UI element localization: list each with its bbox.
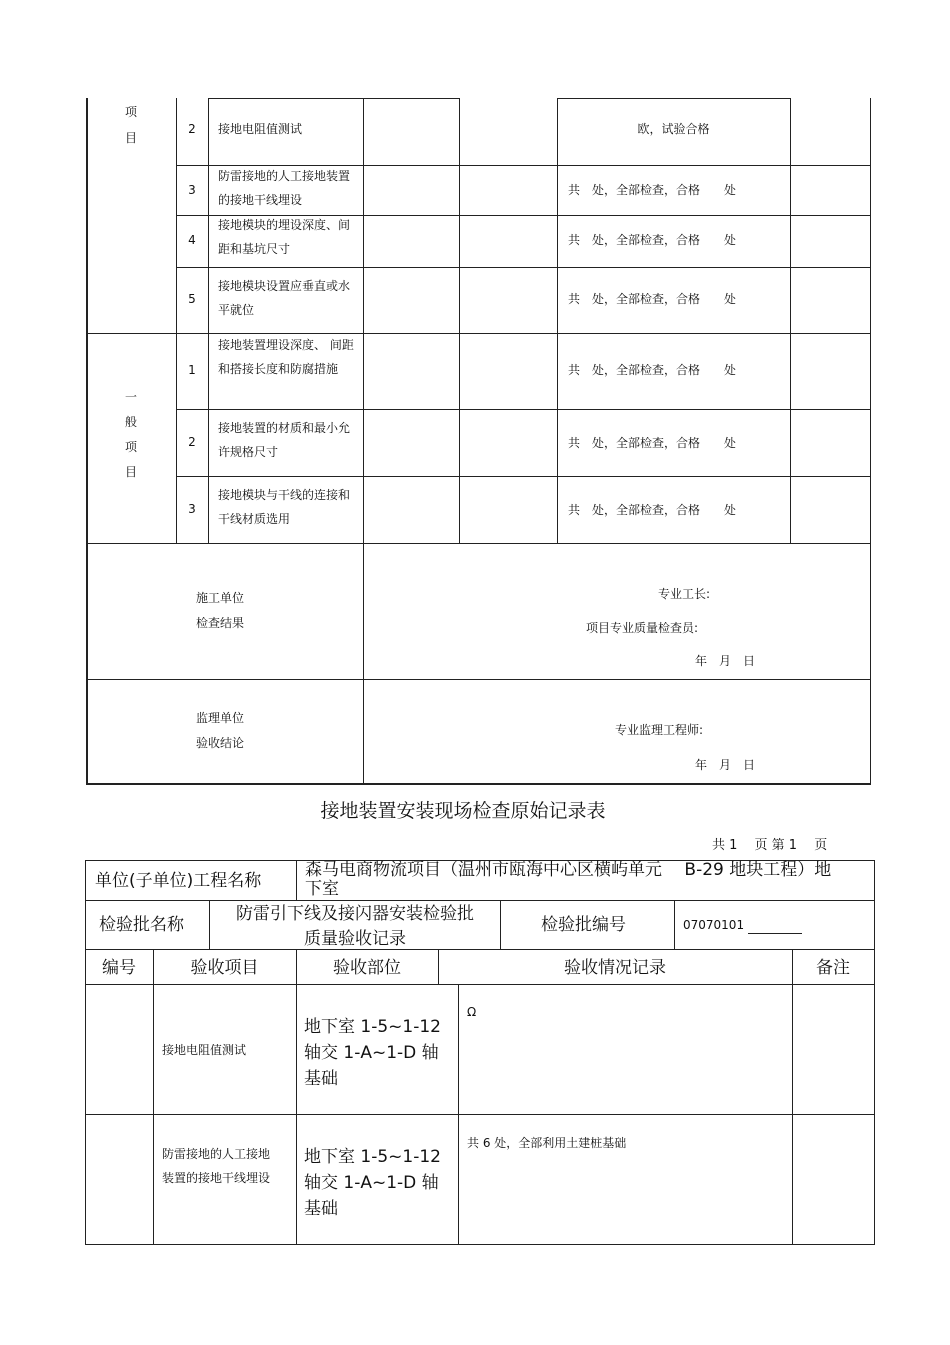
- row-item: 接地模块设置应垂直或水平就位: [218, 279, 351, 317]
- row-item: 接地模块的埋设深度、间距和基坑尺寸: [218, 218, 351, 256]
- record-detail: Ω: [467, 1005, 477, 1019]
- batch-no-label: 检验批编号: [541, 915, 626, 935]
- row-item: 接地装置的材质和最小允许规格尺寸: [218, 421, 351, 459]
- main-category-label: 项 目: [124, 105, 137, 145]
- header-no: 编号: [102, 958, 136, 978]
- foreman-label: 专业工长:: [658, 587, 711, 601]
- page-info: 共 1 页 第 1 页: [712, 838, 828, 853]
- row-no: 2: [188, 435, 196, 449]
- row-item: 接地装置埋设深度、 间距和搭接长度和防腐措施: [218, 338, 354, 376]
- row-no: 2: [188, 122, 196, 136]
- row-result: 共 处，全部检查，合格 处: [568, 292, 737, 306]
- header-item: 验收项目: [190, 958, 259, 978]
- row-no: 5: [188, 292, 196, 306]
- row-item: 接地模块与干线的连接和干线材质选用: [218, 488, 351, 526]
- row-no: 1: [188, 363, 196, 377]
- row-item: 防雷接地的人工接地装置的接地干线埋设: [218, 169, 351, 207]
- project-name-value: 下室: [305, 879, 339, 899]
- project-name-value: 森马电商物流项目（温州市瓯海中心区横屿单元 B-29 地块工程）地: [305, 860, 832, 880]
- page-title: 接地装置安装现场检查原始记录表: [320, 800, 606, 822]
- row-no: 4: [188, 233, 196, 247]
- supervision-date: 年 月 日: [695, 758, 756, 772]
- batch-name-label: 检验批名称: [99, 915, 184, 935]
- record-location: 地下室 1-5~1-12 轴交 1-A~1-D 轴基础: [304, 1147, 441, 1219]
- batch-no-value: 07070101: [683, 918, 745, 932]
- row-result: 共 处，全部检查，合格 处: [568, 183, 737, 197]
- row-result: 共 处，全部检查，合格 处: [568, 436, 737, 450]
- supervision-label: 验收结论: [196, 736, 245, 750]
- construction-label: 施工单位: [196, 591, 245, 605]
- batch-name-value: 质量验收记录: [304, 929, 406, 949]
- row-result: 欧，试验合格: [637, 122, 710, 136]
- batch-name-value: 防雷引下线及接闪器安装检验批: [236, 904, 474, 924]
- construction-label: 检查结果: [196, 616, 245, 630]
- header-remark: 备注: [816, 958, 850, 978]
- row-no: 3: [188, 183, 196, 197]
- inspector-label: 项目专业质量检查员:: [586, 621, 699, 635]
- project-name-label: 单位(子单位)工程名称: [95, 871, 262, 891]
- record-detail: 共 6 处，全部利用土建桩基础: [467, 1136, 627, 1150]
- supervision-label: 监理单位: [196, 711, 245, 725]
- general-category-label: 一 般 项 目: [124, 390, 137, 479]
- row-result: 共 处，全部检查，合格 处: [568, 503, 737, 517]
- header-record: 验收情况记录: [564, 958, 666, 978]
- record-item: 防雷接地的人工接地装置的接地干线埋设: [162, 1147, 271, 1185]
- construction-date: 年 月 日: [695, 654, 756, 668]
- record-location: 地下室 1-5~1-12 轴交 1-A~1-D 轴基础: [304, 1017, 441, 1089]
- row-result: 共 处，全部检查，合格 处: [568, 363, 737, 377]
- engineer-label: 专业监理工程师:: [615, 723, 704, 737]
- header-location: 验收部位: [333, 958, 401, 978]
- row-result: 共 处，全部检查，合格 处: [568, 233, 737, 247]
- record-item: 接地电阻值测试: [162, 1043, 247, 1057]
- row-no: 3: [188, 502, 196, 516]
- row-item: 接地电阻值测试: [218, 122, 303, 136]
